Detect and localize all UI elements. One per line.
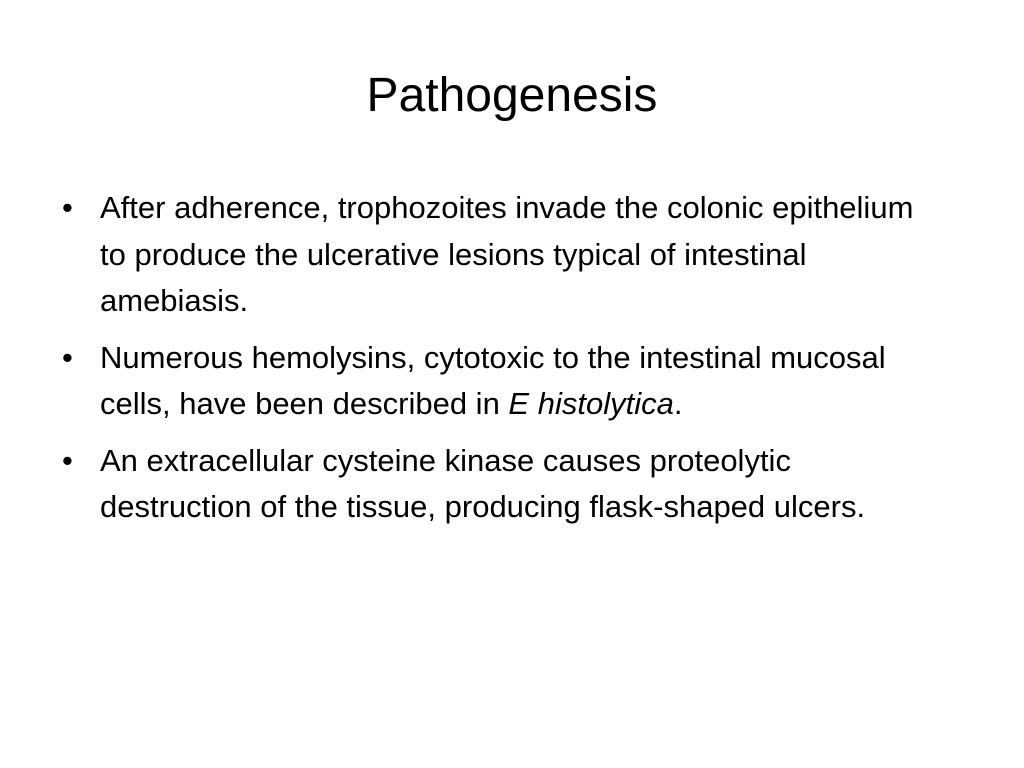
bullet-item-adherence: [62, 185, 942, 325]
organism-name: E histolytica: [508, 386, 674, 421]
bullet-text: After adherence, trophozoites invade the colonic epithelium to produce the ulcerative lesions typical of intestinal amebiasis.: [100, 190, 914, 318]
bullet-item-cysteine-kinase: [62, 438, 942, 531]
bullet-icon: •: [62, 190, 73, 225]
bullet-text-end: .: [673, 386, 683, 421]
bullet-text: An extracellular cysteine kinase causes proteolytic destruction of the tissue, producing flask-shaped ulcers.: [100, 442, 866, 524]
bullet-text: Numerous hemolysins, cytotoxic to the intestinal mucosal cells, have been described in: [100, 339, 886, 421]
bullet-list: [62, 185, 942, 541]
slide-title: Pathogenesis: [366, 69, 658, 122]
bullet-icon: •: [62, 442, 73, 478]
bullet-item-hemolysins: [62, 335, 942, 428]
bullet-icon: •: [62, 339, 73, 375]
